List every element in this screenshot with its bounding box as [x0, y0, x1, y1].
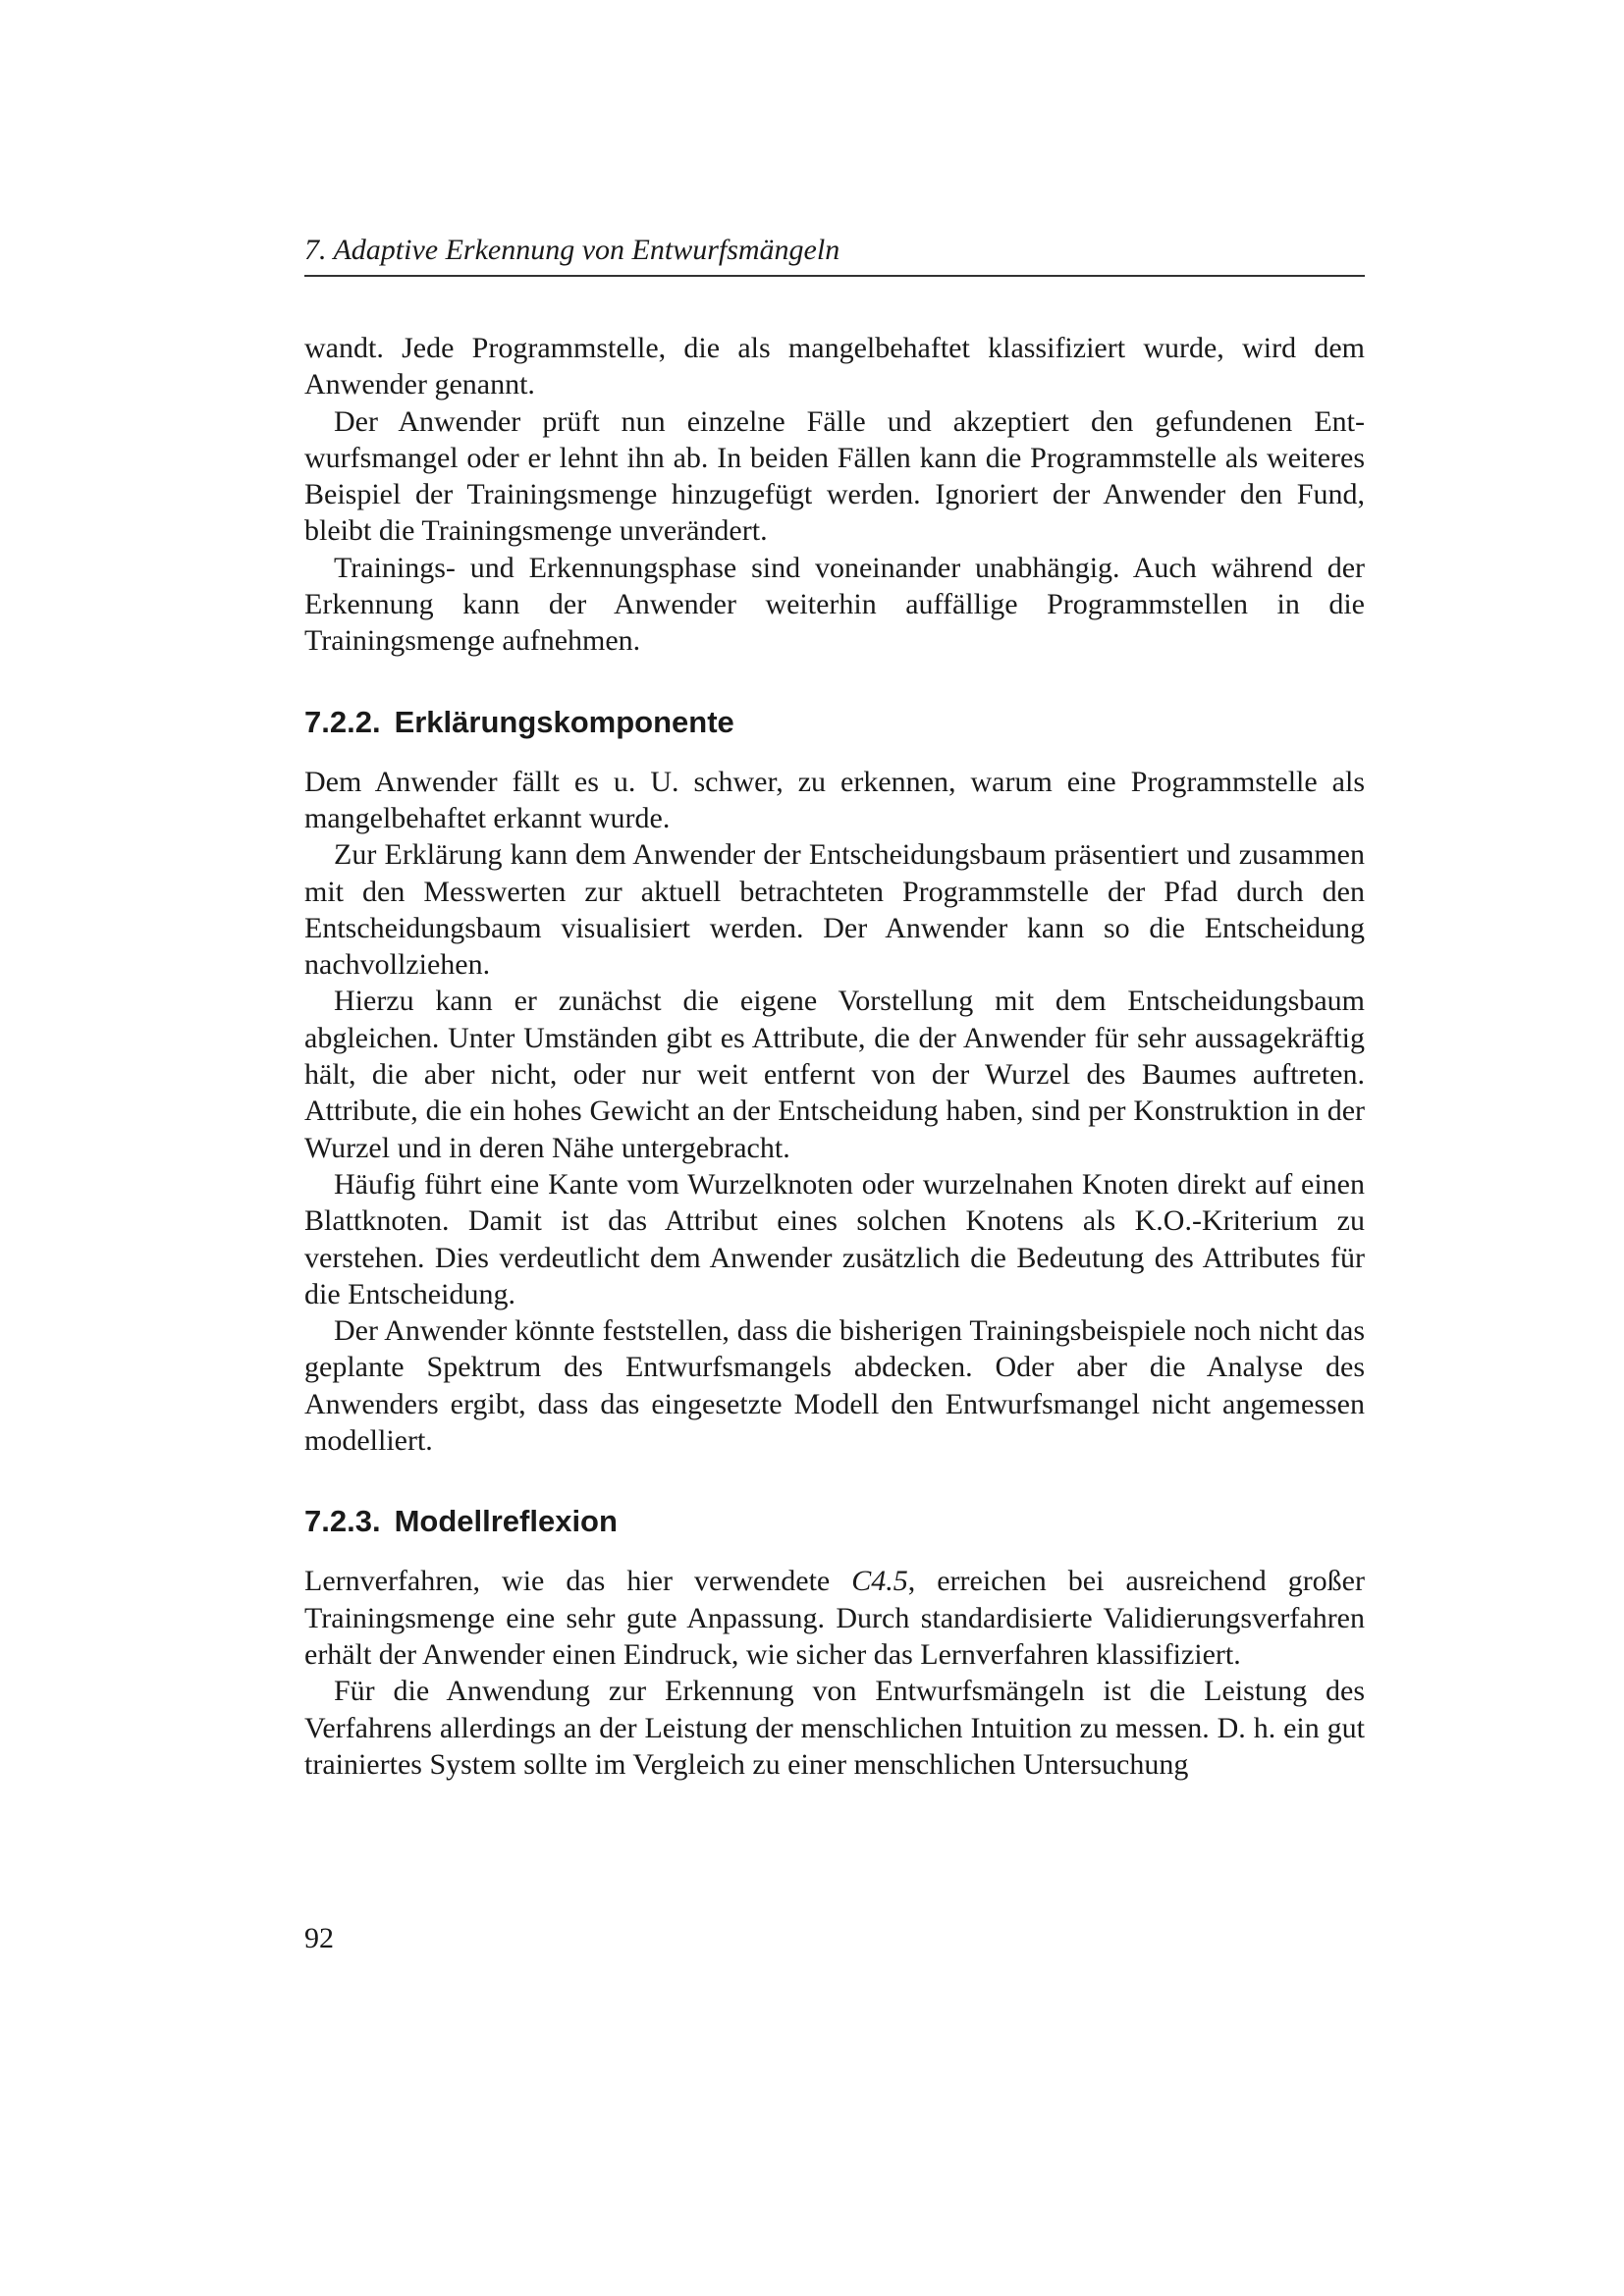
running-header — [304, 228, 1365, 277]
text-run: Lernverfahren, wie das hier verwendete — [304, 1565, 852, 1598]
section-heading-7-2-2 — [304, 703, 1365, 742]
algorithm-name: C4.5 — [851, 1565, 908, 1598]
text-run: , erreichen bei ausreichend großer Trainingsmenge eine sehr gute Anpassung. Durch standardisierte Validierungsverfahren erhält der Anwender einen Eindruck, wie sicher das Lernverfahren klassifiziert. — [304, 1565, 1365, 1671]
paragraph: Der Anwender könnte feststellen, dass die bisherigen Trainingsbeispiele noch nicht das geplante Spektrum des Entwurfsmangels abdecken. Oder aber die Analyse des Anwenders ergibt, dass das eingesetzte Modell den Entwurfsmangel nicht angemessen modelliert. — [304, 1314, 1365, 1458]
paragraph: Für die Anwendung zur Erkennung von Entwurfsmängeln ist die Leistung des Verfahrens allerdings an der Leistung der menschlichen Intuition zu messen. D. h. ein gut trainiertes System sollte im Vergleich zu einer menschlichen Untersuchung — [304, 1675, 1365, 1781]
page-number: 92 — [304, 1922, 334, 1954]
paragraph — [304, 1563, 1365, 1673]
page-body — [304, 330, 1365, 1783]
section-title: Erklärungskomponente — [394, 704, 734, 739]
paragraph: Hierzu kann er zunächst die eigene Vorstellung mit dem Entscheidungsbaum abgleichen. Unter Umständen gibt es Attribute, die der Anwender für sehr aussagekräftig hält, die aber nicht, oder nur weit entfernt von der Wurzel des Baumes auftreten. Attribute, die ein hohes Gewicht an der Entscheidung haben, sind per Konstruktion in der Wurzel und in deren Nähe untergebracht. — [304, 985, 1365, 1164]
paragraph: Dem Anwender fällt es u. U. schwer, zu erkennen, warum eine Programmstelle als mangelbehaftet erkannt wurde. — [304, 765, 1365, 834]
paragraph: wandt. Jede Programmstelle, die als mangelbehaftet klassifiziert wurde, wird dem Anwender genannt. — [304, 332, 1365, 401]
paragraph: Häufig führt eine Kante vom Wurzelknoten oder wurzelnahen Knoten direkt auf einen Blattknoten. Damit ist das Attribut eines solchen Knotens als K.O.-Kriterium zu verstehen. Dies verdeutlicht dem Anwender zusätzlich die Bedeutung des Attributes für die Entscheidung. — [304, 1167, 1365, 1310]
section-title: Modellreflexion — [394, 1504, 618, 1539]
paragraph: Der Anwender prüft nun einzelne Fälle und akzeptiert den gefundenen Entwurfsmangel oder er lehnt ihn ab. In beiden Fällen kann die Programmstelle als weiteres Beispiel der Trainingsmenge hinzugefügt werden. Ignoriert der Anwender den Fund, bleibt die Trainingsmenge unverändert. — [304, 404, 1365, 548]
paragraph: Trainings- und Erkennungsphase sind voneinander unabhängig. Auch während der Erkennung kann der Anwender weiterhin auffällige Programmstellen in die Trainingsmenge aufnehmen. — [304, 551, 1365, 658]
section-number: 7.2.2. — [304, 704, 381, 739]
paragraph: Zur Erklärung kann dem Anwender der Entscheidungsbaum präsentiert und zusammen mit den Messwerten zur aktuell betrachteten Programmstelle der Pfad durch den Entscheidungsbaum visualisiert werden. Der Anwender kann so die Entscheidung nachvollziehen. — [304, 838, 1365, 982]
section-heading-7-2-3 — [304, 1502, 1365, 1541]
section-number: 7.2.3. — [304, 1504, 381, 1539]
header-title: 7. Adaptive Erkennung von Entwurfsmängeln — [304, 234, 840, 266]
